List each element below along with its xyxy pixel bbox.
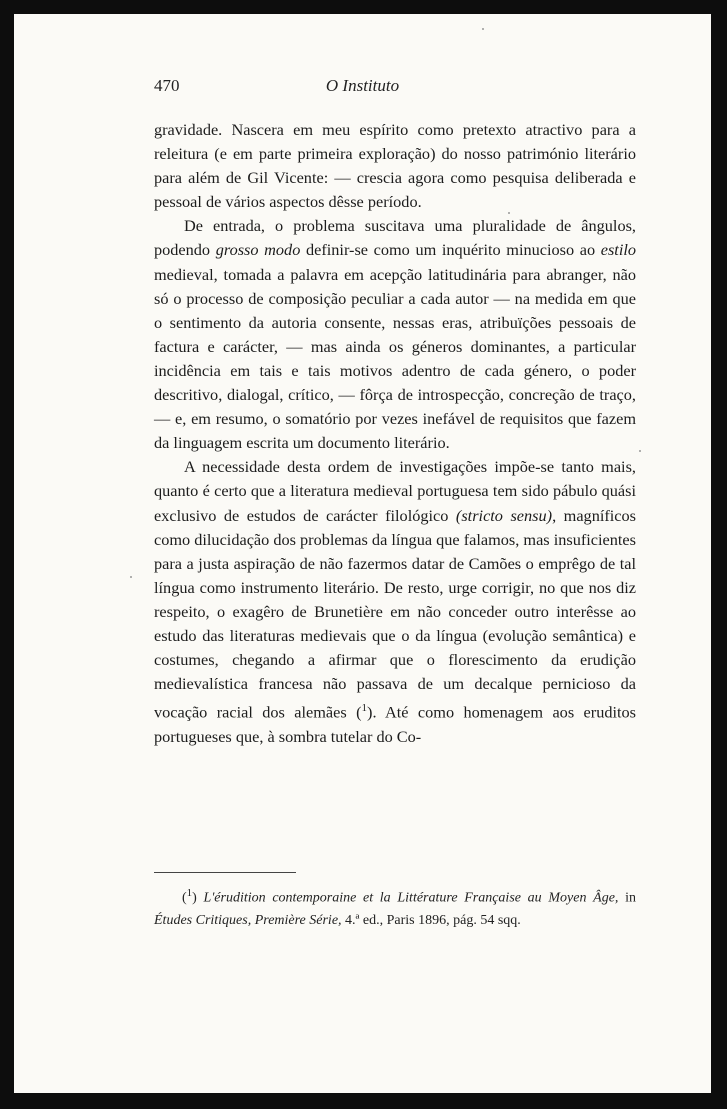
page-number: 470 — [154, 76, 180, 95]
footnote-marker: 1 — [186, 887, 193, 899]
text-run: ). Até como homenagem aos eruditos portugueses que, à sombra tutelar do Co- — [154, 702, 636, 746]
italic-term: estilo — [600, 240, 637, 260]
text-run: De entrada, o problema suscitava uma pluralidade de ângulos, podendo — [154, 216, 636, 260]
text-run: definir-se como um inquérito minucioso ao — [300, 240, 601, 260]
paragraph-2 — [154, 214, 636, 455]
body-text — [154, 118, 636, 749]
paper-speck — [130, 576, 132, 578]
text-run: gravidade. Nascera em meu espírito como pretexto atractivo para a releitura (e em parte primeira exploração) do nosso património literário para além de Gil Vicente: — crescia agora como pesquisa deliberada e pessoal de vários aspectos dêsse período. — [154, 120, 636, 212]
italic-term: (stricto sensu) — [455, 505, 553, 525]
text-run: A necessidade desta ordem de investigações impõe-se tanto mais, quanto é certo que a literatura medieval portuguesa tem sido pábulo quási exclusivo de estudos de carácter filológico — [154, 457, 636, 525]
paragraph-3 — [154, 455, 636, 749]
paper-speck — [508, 212, 510, 214]
footnote-reference[interactable]: 1 — [361, 702, 368, 715]
running-title: O Instituto — [325, 76, 400, 95]
book-page — [14, 14, 711, 1093]
footnote-text: in — [625, 890, 636, 906]
paper-speck — [482, 28, 484, 30]
text-run: medieval, tomada a palavra em acepção latitudinária para abranger, não só o processo de composição peculiar a cada autor — na medida em que o sentimento da autoria consente, nessas eras, atribuïções pessoais de factura e carácter, — mas ainda os géneros dominantes, a particular incidência em tais e tais motivos adentro de cada género, o poder descritivo, dialogal, crítico, — fôrça de introspecção, concreção de traço, — e, em resumo, o somatório por vezes inefável de requisitos que fazem da linguagem escrita um documento literário. — [154, 264, 636, 453]
footnote-divider — [154, 872, 296, 873]
text-run: , magníficos como dilucidação dos problemas da língua que falamos, mas insuficientes para a justa aspiração de não fazermos datar de Camões o emprêgo de tal língua como instrumento literário. De resto, urge corrigir, no que nos diz respeito, o exagêro de Brunetière em não conceder outro interêsse ao estudo das literaturas medievais que o da língua (evolução semântica) e costumes, chegando a afirmar que o florescimento da erudição medievalística francesa não passava de um decalque pernicioso da vocação racial dos alemães ( — [154, 505, 637, 722]
footnote-text: 4.ª ed., Paris 1896, pág. 54 sqq. — [341, 912, 521, 928]
footnote-work: Études Critiques, Première Série, — [154, 912, 342, 928]
page-header — [14, 76, 711, 100]
footnote: ($^1$) L'érudition contemporaine et la Littérature Française au Moyen Âge, in Études Critiques, Première Série, 4.ª ed., Paris 1896, pág. 54 sqq. — [154, 887, 636, 928]
footnote-title: L'érudition contemporaine et la Littérature Française au Moyen Âge, — [203, 890, 626, 906]
paper-speck — [639, 450, 641, 452]
paragraph-1 — [154, 118, 636, 214]
italic-term: grosso modo — [215, 240, 301, 260]
